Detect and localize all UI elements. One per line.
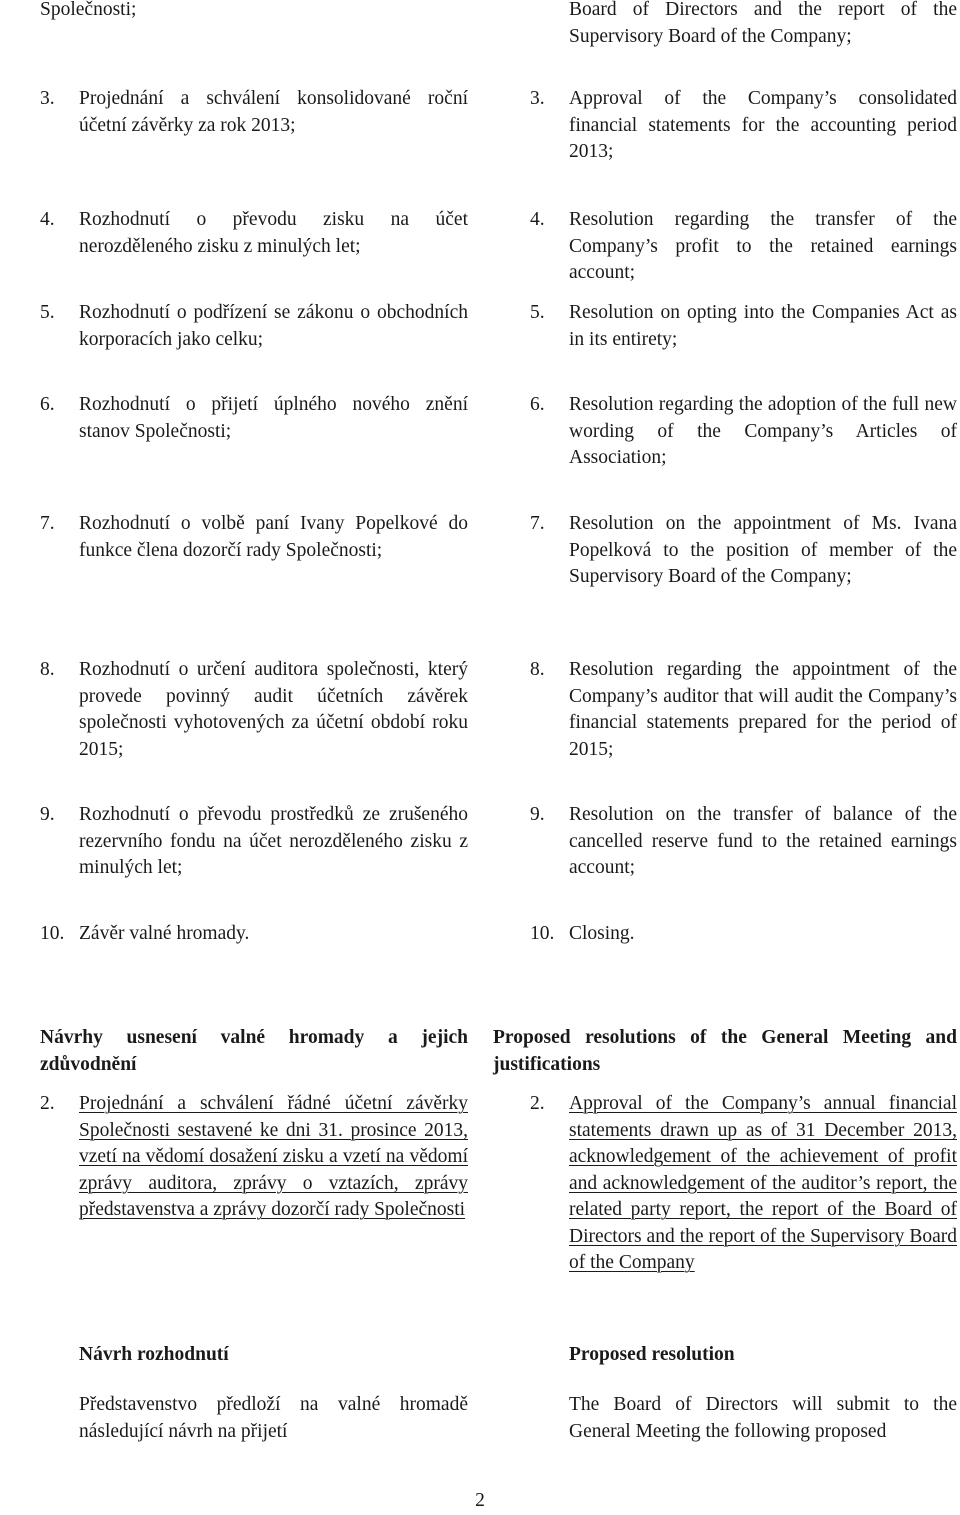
agenda-item-right-5 xyxy=(530,300,957,353)
item-text: Resolution on the transfer of balance of the cancelled reserve fund to the retained earnings account; xyxy=(569,804,957,878)
agenda-item-left-4 xyxy=(40,207,468,260)
proposals-heading-left: Návrhy usnesení valné hromady a jejich zdůvodnění xyxy=(40,1027,468,1075)
page-number: 2 xyxy=(475,1490,485,1511)
item-text: Rozhodnutí o určení auditora společnosti, který provede povinný audit účetních závěrek společnosti vyhotovených za účetní období roku 2015; xyxy=(79,659,468,760)
agenda-item-right-8 xyxy=(530,657,957,763)
agenda-item-left-7 xyxy=(40,511,468,564)
item-text: Rozhodnutí o volbě paní Ivany Popelkové do funkce člena dozorčí rady Společnosti; xyxy=(79,513,468,561)
left-continuation xyxy=(40,0,468,24)
agenda-item-left-10 xyxy=(40,921,468,948)
agenda-item-right-7 xyxy=(530,511,957,591)
subheading-left: Návrh rozhodnutí xyxy=(79,1344,229,1365)
item-number: 3. xyxy=(40,88,55,109)
item-number: 10. xyxy=(530,923,555,944)
item-number: 6. xyxy=(40,394,55,415)
item-number: 2. xyxy=(530,1093,545,1114)
resolution-body-right: The Board of Directors will submit to the General Meeting the following proposed xyxy=(569,1394,957,1442)
item-number: 4. xyxy=(40,209,55,230)
agenda-item-left-6 xyxy=(40,392,468,445)
agenda-item-left-3 xyxy=(40,86,468,139)
item-text: Resolution regarding the adoption of the full new wording of the Company’s Articles of Association; xyxy=(569,394,957,468)
item-number: 9. xyxy=(530,804,545,825)
item-number: 2. xyxy=(40,1093,55,1114)
agenda-item-left-5 xyxy=(40,300,468,353)
subheading-right: Proposed resolution xyxy=(569,1344,735,1365)
item-number: 7. xyxy=(530,513,545,534)
item-number: 8. xyxy=(40,659,55,680)
item-number: 5. xyxy=(530,302,545,323)
item-text: Rozhodnutí o převodu zisku na účet nerozděleného zisku z minulých let; xyxy=(79,209,468,257)
item-text: Rozhodnutí o převodu prostředků ze zrušeného rezervního fondu na účet nerozděleného zisku z minulých let; xyxy=(79,804,468,878)
item-text: Resolution regarding the appointment of the Company’s auditor that will audit the Company’s financial statements prepared for the period of 2015; xyxy=(569,659,957,760)
proposals-heading-right: Proposed resolutions of the General Meeting and justifications xyxy=(493,1027,957,1075)
item-text: Resolution regarding the transfer of the Company’s profit to the retained earnings account; xyxy=(569,209,957,283)
right-fragment-text: Board of Directors and the report of the Supervisory Board of the Company; xyxy=(569,0,957,47)
item-text: Approval of the Company’s consolidated financial statements for the accounting period 2013; xyxy=(569,88,957,162)
proposal-item-right-2 xyxy=(530,1091,957,1277)
right-continuation xyxy=(530,0,957,50)
item-number: 6. xyxy=(530,394,545,415)
resolution-body-left: Představenstvo předloží na valné hromadě následující návrh na přijetí xyxy=(79,1394,468,1442)
item-text: Closing. xyxy=(569,923,635,944)
agenda-item-left-8 xyxy=(40,657,468,763)
left-fragment-text: Společnosti; xyxy=(40,0,137,20)
item-text: Resolution on the appointment of Ms. Ivana Popelková to the position of member of the Supervisory Board of the Company; xyxy=(569,513,957,587)
agenda-item-right-9 xyxy=(530,802,957,882)
agenda-item-right-4 xyxy=(530,207,957,287)
item-text: Approval of the Company’s annual financial statements drawn up as of 31 December 2013, acknowledgement of the achievement of profit and acknowledgement of the auditor’s report, the related party report, the report of the Board of Directors and the report of the Supervisory Board of the Company xyxy=(569,1093,957,1273)
item-number: 7. xyxy=(40,513,55,534)
item-text: Projednání a schválení řádné účetní závěrky Společnosti sestavené ke dni 31. prosince 2013, vzetí na vědomí dosažení zisku a vzetí na vědomí zprávy auditora, zprávy o vztazích, zprávy představenstva a zprávy dozorčí rady Společnosti xyxy=(79,1093,468,1220)
agenda-item-left-9 xyxy=(40,802,468,882)
agenda-item-right-10 xyxy=(530,921,957,948)
item-number: 3. xyxy=(530,88,545,109)
item-number: 8. xyxy=(530,659,545,680)
proposal-item-left-2 xyxy=(40,1091,468,1224)
item-number: 4. xyxy=(530,209,545,230)
agenda-item-right-6 xyxy=(530,392,957,472)
item-text: Resolution on opting into the Companies Act as in its entirety; xyxy=(569,302,957,350)
item-text: Rozhodnutí o přijetí úplného nového znění stanov Společnosti; xyxy=(79,394,468,442)
item-text: Závěr valné hromady. xyxy=(79,923,250,944)
agenda-item-right-3 xyxy=(530,86,957,166)
item-number: 10. xyxy=(40,923,65,944)
item-number: 5. xyxy=(40,302,55,323)
item-text: Projednání a schválení konsolidované roční účetní závěrky za rok 2013; xyxy=(79,88,468,136)
item-number: 9. xyxy=(40,804,55,825)
item-text: Rozhodnutí o podřízení se zákonu o obchodních korporacích jako celku; xyxy=(79,302,468,350)
